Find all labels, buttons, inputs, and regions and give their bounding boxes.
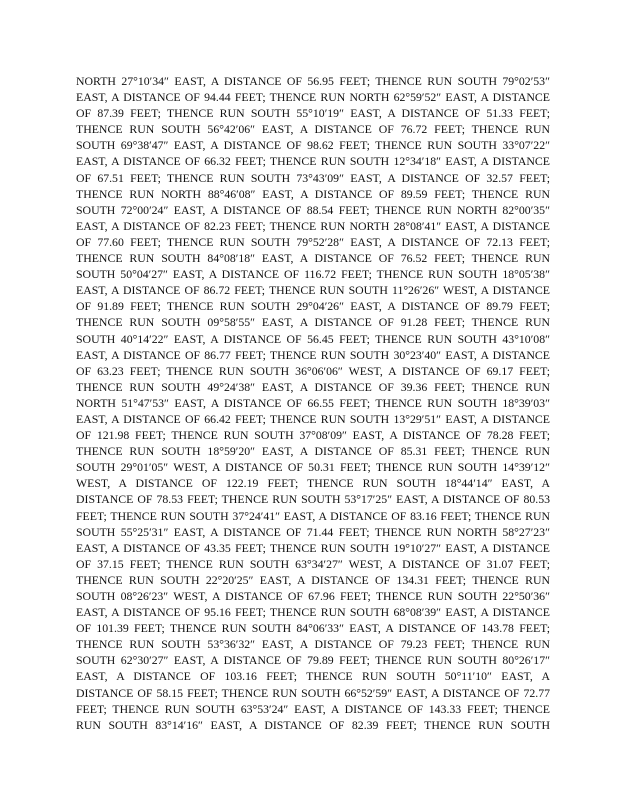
text-line: THENCE RUN SOUTH 18°59′20″ EAST, A DISTANCE OF 85.31 FEET; THENCE RUN xyxy=(76,444,550,459)
text-line: OF 67.51 FEET; THENCE RUN SOUTH 73°43′09″ EAST, A DISTANCE OF 32.57 FEET; xyxy=(76,170,550,185)
text-line: NORTH 51°47′53″ EAST, A DISTANCE OF 66.55 FEET; THENCE RUN SOUTH 18°39′03″ xyxy=(76,395,550,410)
text-line: SOUTH 29°01′05″ WEST, A DISTANCE OF 50.31 FEET; THENCE RUN SOUTH 14°39′12″ xyxy=(76,460,550,475)
text-line: SOUTH 69°38′47″ EAST, A DISTANCE OF 98.62 FEET; THENCE RUN SOUTH 33°07′22″ xyxy=(76,138,550,153)
text-line: THENCE RUN SOUTH 53°36′32″ EAST, A DISTANCE OF 79.23 FEET; THENCE RUN xyxy=(76,637,550,652)
text-line: EAST, A DISTANCE OF 95.16 FEET; THENCE RUN SOUTH 68°08′39″ EAST, A DISTANCE xyxy=(76,605,550,620)
text-line: RUN SOUTH 83°14′16″ EAST, A DISTANCE OF 82.39 FEET; THENCE RUN SOUTH xyxy=(76,717,550,732)
text-line: THENCE RUN NORTH 88°46′08″ EAST, A DISTANCE OF 89.59 FEET; THENCE RUN xyxy=(76,186,550,201)
text-line: SOUTH 72°00′24″ EAST, A DISTANCE OF 88.54 FEET; THENCE RUN NORTH 82°00′35″ xyxy=(76,202,550,217)
legal-description-text xyxy=(76,73,550,733)
text-line: NORTH 27°10′34″ EAST, A DISTANCE OF 56.95 FEET; THENCE RUN SOUTH 79°02′53″ xyxy=(76,74,550,88)
text-line: OF 63.23 FEET; THENCE RUN SOUTH 36°06′06″ WEST, A DISTANCE OF 69.17 FEET; xyxy=(76,363,550,378)
text-line: FEET; THENCE RUN SOUTH 37°24′41″ EAST, A DISTANCE OF 83.16 FEET; THENCE RUN xyxy=(76,508,550,523)
text-line: THENCE RUN SOUTH 56°42′06″ EAST, A DISTANCE OF 76.72 FEET; THENCE RUN xyxy=(76,122,550,137)
text-line: OF 37.15 FEET; THENCE RUN SOUTH 63°34′27″ WEST, A DISTANCE OF 31.07 FEET; xyxy=(76,556,550,571)
text-line: THENCE RUN SOUTH 84°08′18″ EAST, A DISTANCE OF 76.52 FEET; THENCE RUN xyxy=(76,251,550,266)
text-line: OF 77.60 FEET; THENCE RUN SOUTH 79°52′28″ EAST, A DISTANCE OF 72.13 FEET; xyxy=(76,234,550,249)
text-line: THENCE RUN SOUTH 22°20′25″ EAST, A DISTANCE OF 134.31 FEET; THENCE RUN xyxy=(76,572,550,587)
text-line: EAST, A DISTANCE OF 66.42 FEET; THENCE RUN SOUTH 13°29′51″ EAST, A DISTANCE xyxy=(76,411,550,426)
text-line: DISTANCE OF 58.15 FEET; THENCE RUN SOUTH 66°52′59″ EAST, A DISTANCE OF 72.77 xyxy=(76,685,550,700)
text-line: FEET; THENCE RUN SOUTH 63°53′24″ EAST, A DISTANCE OF 143.33 FEET; THENCE xyxy=(76,701,550,716)
text-line: OF 121.98 FEET; THENCE RUN SOUTH 37°08′09″ EAST, A DISTANCE OF 78.28 FEET; xyxy=(76,428,550,443)
text-line: WEST, A DISTANCE OF 122.19 FEET; THENCE RUN SOUTH 18°44′14″ EAST, A xyxy=(76,476,550,491)
text-line: OF 101.39 FEET; THENCE RUN SOUTH 84°06′33″ EAST, A DISTANCE OF 143.78 FEET; xyxy=(76,621,550,636)
text-line: SOUTH 50°04′27″ EAST, A DISTANCE OF 116.72 FEET; THENCE RUN SOUTH 18°05′38″ xyxy=(76,267,550,282)
text-line: EAST, A DISTANCE OF 94.44 FEET; THENCE RUN NORTH 62°59′52″ EAST, A DISTANCE xyxy=(76,90,550,105)
text-line: SOUTH 08°26′23″ WEST, A DISTANCE OF 67.96 FEET; THENCE RUN SOUTH 22°50′36″ xyxy=(76,589,550,603)
text-line: EAST, A DISTANCE OF 43.35 FEET; THENCE RUN SOUTH 19°10′27″ EAST, A DISTANCE xyxy=(76,540,550,555)
text-line: EAST, A DISTANCE OF 82.23 FEET; THENCE RUN NORTH 28°08′41″ EAST, A DISTANCE xyxy=(76,218,550,233)
text-line: EAST, A DISTANCE OF 103.16 FEET; THENCE RUN SOUTH 50°11′10″ EAST, A xyxy=(76,669,550,684)
text-line: OF 87.39 FEET; THENCE RUN SOUTH 55°10′19″ EAST, A DISTANCE OF 51.33 FEET; xyxy=(76,106,550,121)
text-line: SOUTH 40°14′22″ EAST, A DISTANCE OF 56.45 FEET; THENCE RUN SOUTH 43°10′08″ xyxy=(76,331,550,346)
text-line: EAST, A DISTANCE OF 86.77 FEET; THENCE RUN SOUTH 30°23′40″ EAST, A DISTANCE xyxy=(76,347,550,362)
text-line: THENCE RUN SOUTH 09°58′55″ EAST, A DISTANCE OF 91.28 FEET; THENCE RUN xyxy=(76,315,550,330)
text-line: EAST, A DISTANCE OF 66.32 FEET; THENCE RUN SOUTH 12°34′18″ EAST, A DISTANCE xyxy=(76,154,550,169)
text-line: SOUTH 62°30′27″ EAST, A DISTANCE OF 79.89 FEET; THENCE RUN SOUTH 80°26′17″ xyxy=(76,653,550,668)
text-line: OF 91.89 FEET; THENCE RUN SOUTH 29°04′26″ EAST, A DISTANCE OF 89.79 FEET; xyxy=(76,299,550,314)
text-line: EAST, A DISTANCE OF 86.72 FEET; THENCE RUN SOUTH 11°26′26″ WEST, A DISTANCE xyxy=(76,283,550,298)
text-line: SOUTH 55°25′31″ EAST, A DISTANCE OF 71.44 FEET; THENCE RUN NORTH 58°27′23″ xyxy=(76,524,550,539)
text-line: DISTANCE OF 78.53 FEET; THENCE RUN SOUTH 53°17′25″ EAST, A DISTANCE OF 80.53 xyxy=(76,492,550,507)
text-line: THENCE RUN SOUTH 49°24′38″ EAST, A DISTANCE OF 39.36 FEET; THENCE RUN xyxy=(76,379,550,394)
